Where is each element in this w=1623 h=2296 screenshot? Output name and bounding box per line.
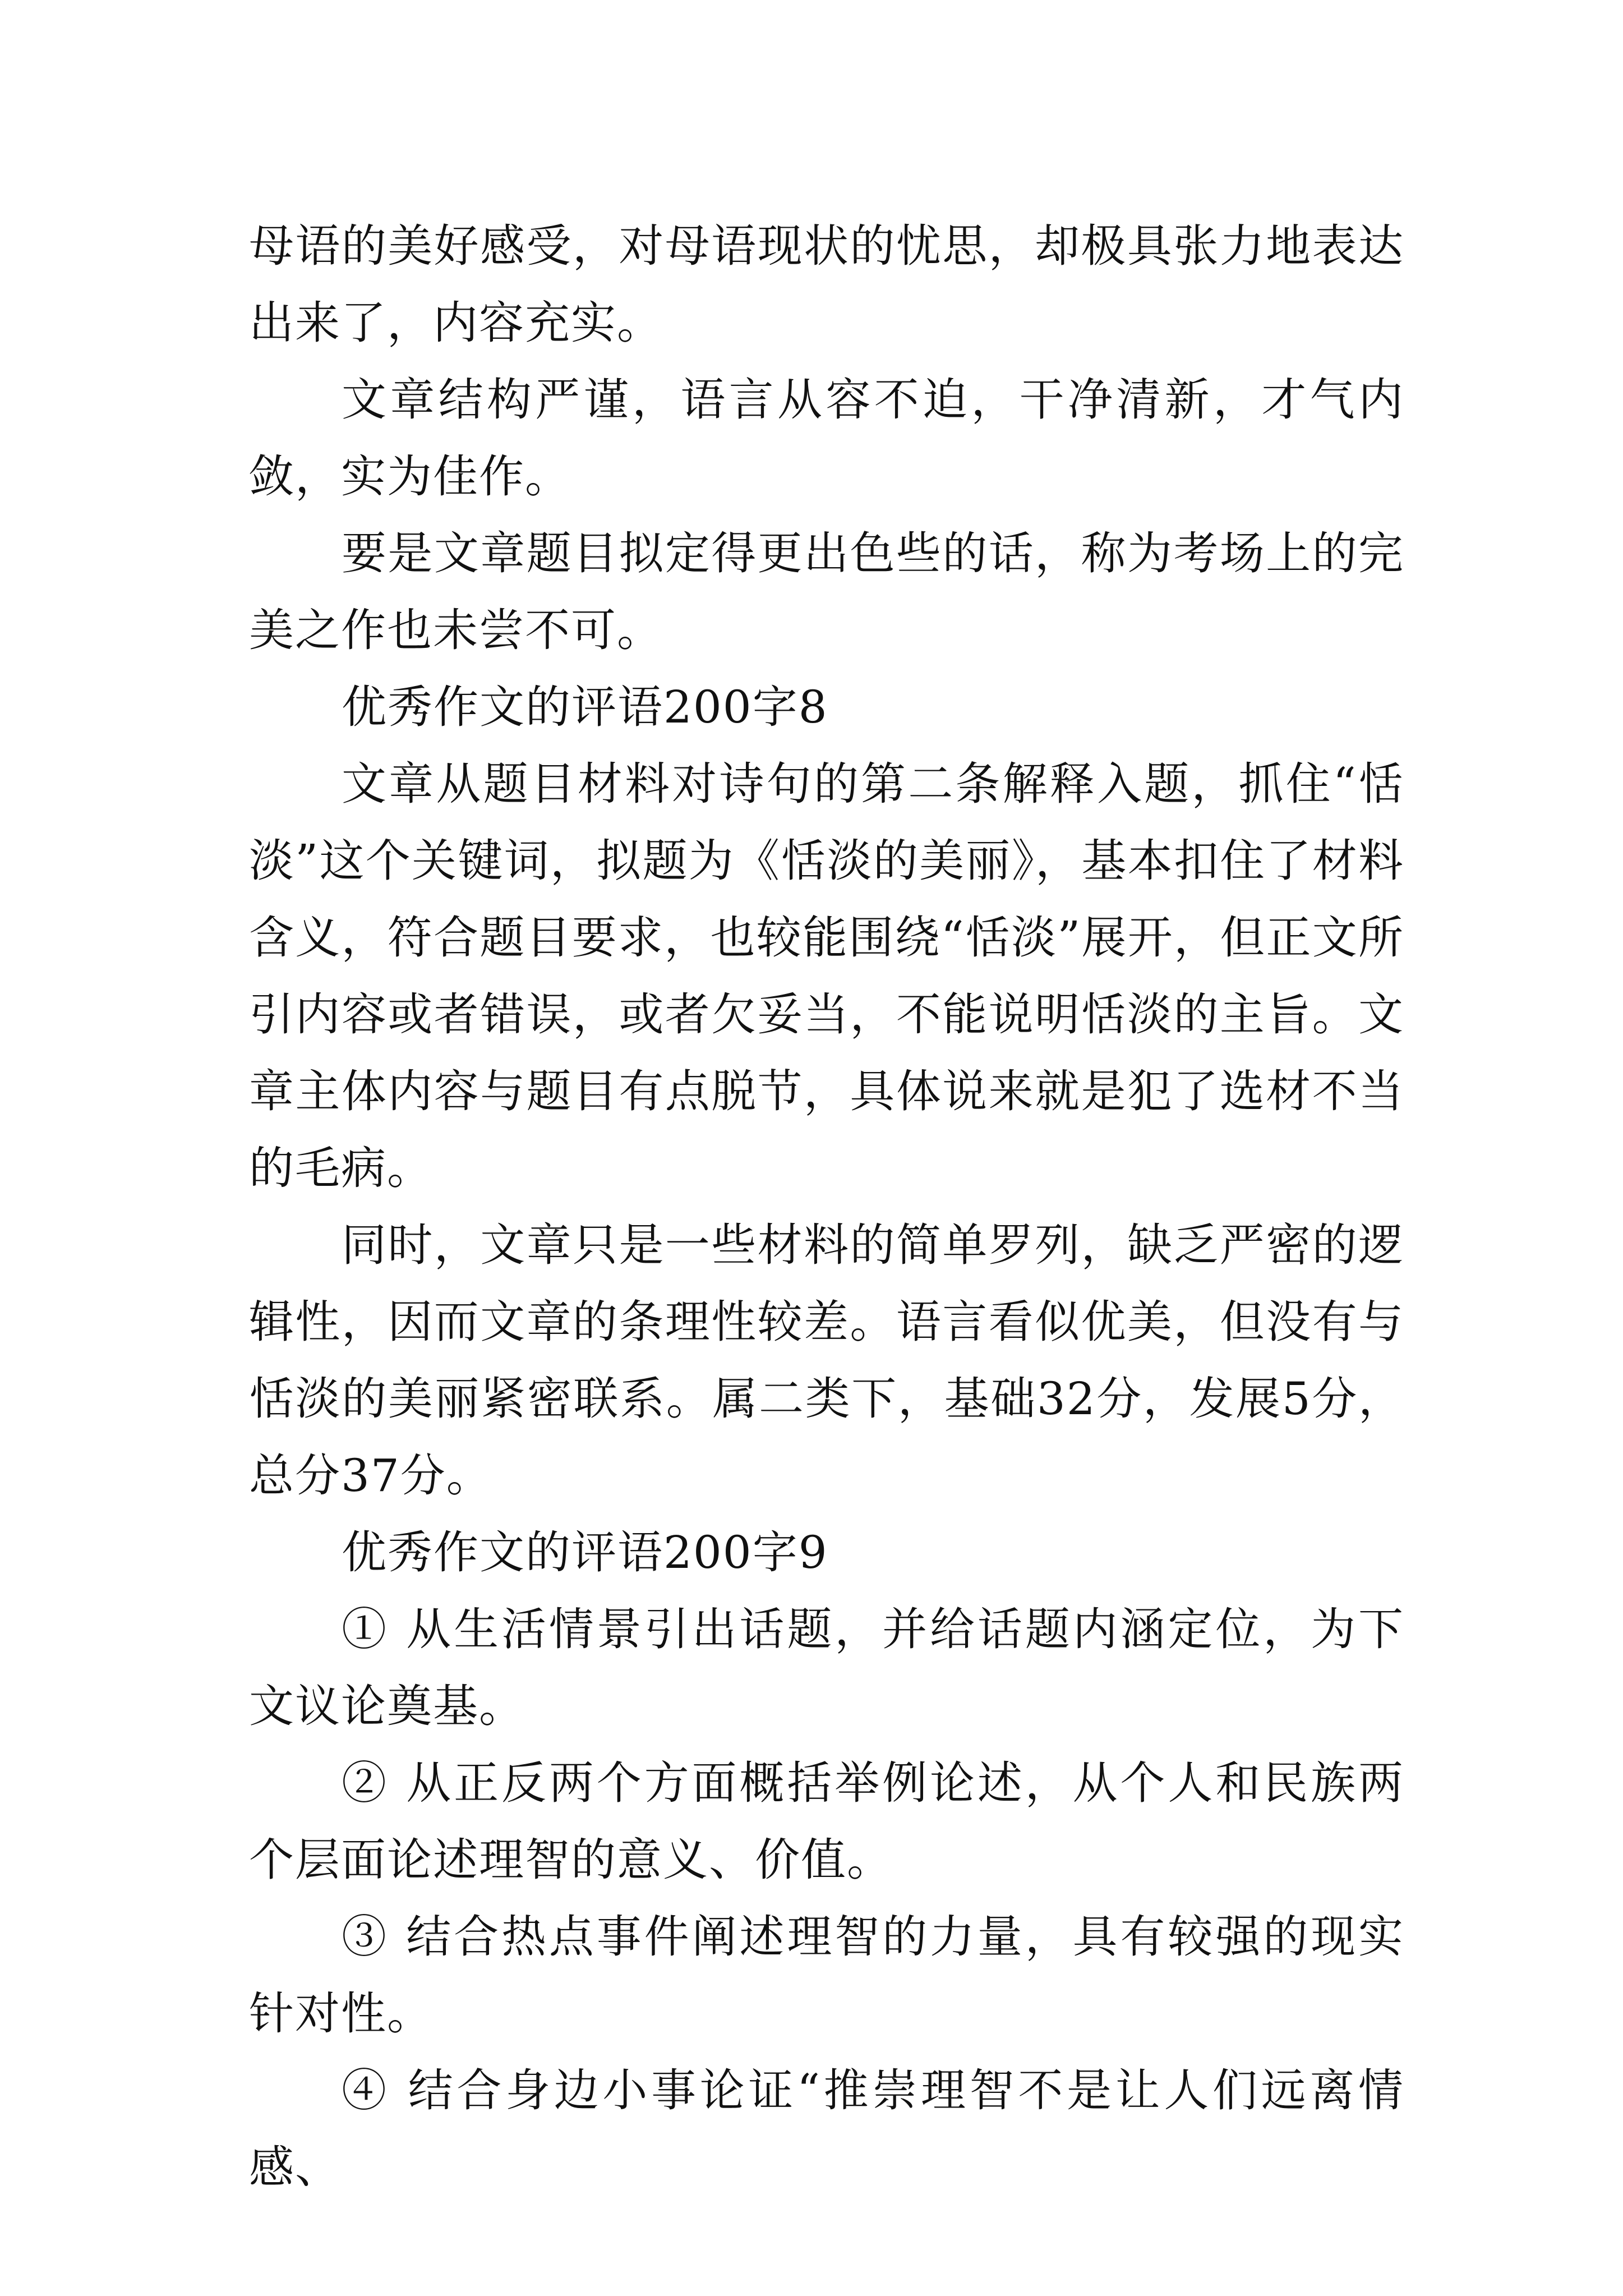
paragraph-continuation: 母语的美好感受，对母语现状的忧思，却极具张力地表达出来了，内容充实。: [249, 220, 1404, 349]
section-heading-8: 优秀作文的评语200字8: [342, 681, 828, 733]
paragraph-title-comment: 要是文章题目拟定得更出色些的话，称为考场上的完美之作也未尝不可。: [249, 527, 1404, 656]
list-item-2: ② 从正反两个方面概括举例论述，从个人和民族两个层面论述理智的意义、价值。: [249, 1757, 1404, 1886]
paragraph-review-8-part2: 同时，文章只是一些材料的简单罗列，缺乏严密的逻辑性，因而文章的条理性较差。语言看似优美，但没有与恬淡的美丽紧密联系。属二类下，基础32分，发展5分，总分37分。: [249, 1219, 1404, 1502]
list-item-1: ① 从生活情景引出话题，并给话题内涵定位，为下文议论奠基。: [249, 1603, 1404, 1732]
list-item-4: ④ 结合身边小事论证“推崇理智不是让人们远离情感、: [249, 2064, 1404, 2193]
section-heading-9: 优秀作文的评语200字9: [342, 1526, 828, 1579]
list-item-3: ③ 结合热点事件阐述理智的力量，具有较强的现实针对性。: [249, 1911, 1404, 2040]
paragraph-review-8-part1: 文章从题目材料对诗句的第二条解释入题，抓住“恬淡”这个关键词，拟题为《恬淡的美丽》，基本扣住了材料含义，符合题目要求，也较能围绕“恬淡”展开，但正文所引内容或者错误，或者欠妥当，不能说明恬淡的主旨。文章主体内容与题目有点脱节，具体说来就是犯了选材不当的毛病。: [249, 758, 1404, 1194]
document-body: [249, 208, 1404, 2206]
paragraph-structure-comment: 文章结构严谨，语言从容不迫，干净清新，才气内敛，实为佳作。: [249, 374, 1404, 503]
